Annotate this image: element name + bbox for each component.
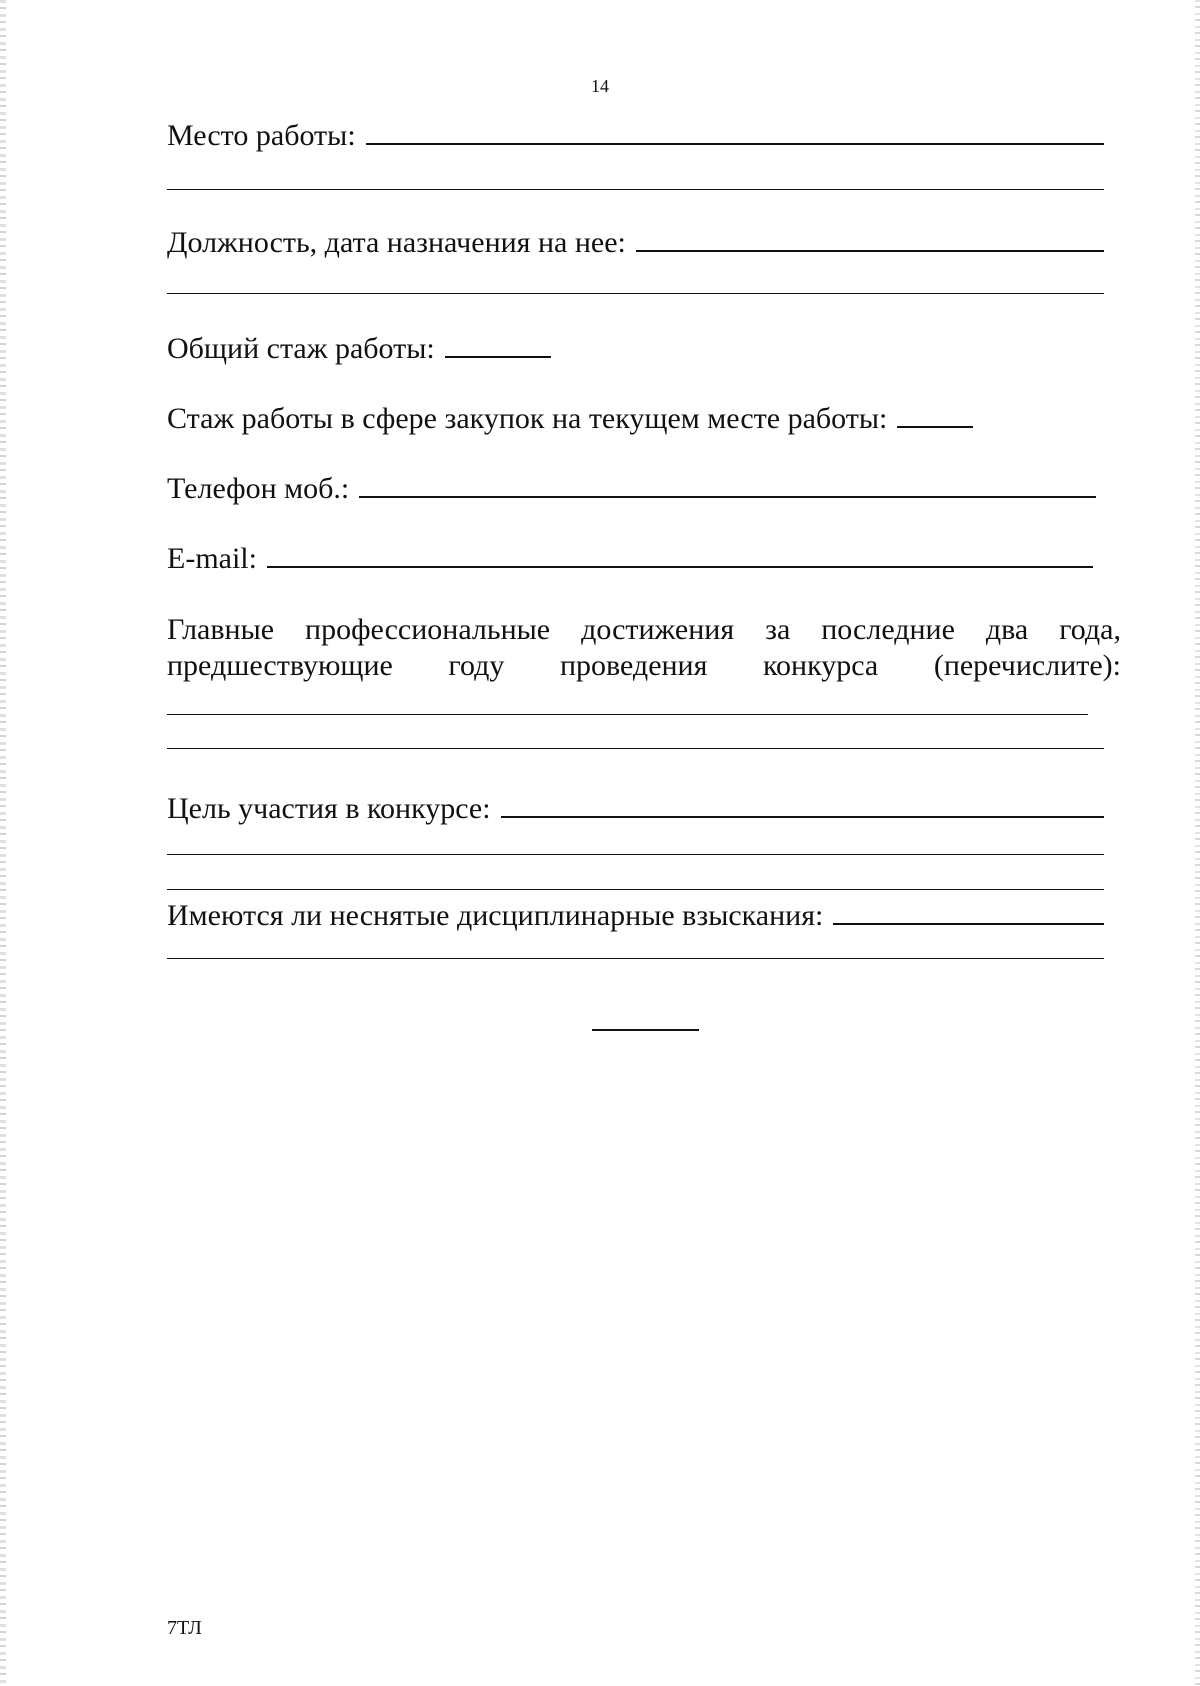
page-number: 14: [591, 76, 609, 96]
position-label: Должность, дата назначения на нее:: [167, 226, 626, 259]
total-experience-field: [167, 330, 551, 367]
procurement-experience-field: [167, 400, 973, 437]
email-field: [167, 540, 1093, 577]
total-experience-input-line[interactable]: [445, 330, 551, 358]
workplace-field: [167, 117, 1104, 154]
workplace-extra-line[interactable]: [167, 189, 1104, 190]
goal-extra-line-1[interactable]: [167, 854, 1104, 855]
scan-edge-right: [1195, 0, 1200, 1686]
mobile-phone-label: Телефон моб.:: [167, 472, 350, 505]
goal-extra-line-2[interactable]: [167, 889, 1104, 890]
email-input-line[interactable]: [267, 540, 1093, 568]
achievements-input-line-2[interactable]: [167, 748, 1104, 749]
disciplinary-extra-line[interactable]: [167, 958, 1104, 959]
end-of-form-mark: [592, 1029, 699, 1031]
email-label: E-mail:: [167, 542, 257, 575]
goal-field: [167, 790, 1104, 827]
goal-label: Цель участия в конкурсе:: [167, 792, 491, 825]
goal-input-line[interactable]: [501, 790, 1104, 818]
achievements-line-1: Главные профессиональные достижения за последние два года,: [167, 613, 1121, 646]
total-experience-label: Общий стаж работы:: [167, 332, 435, 365]
scan-edge-left: [0, 0, 6, 1686]
workplace-input-line[interactable]: [366, 117, 1104, 145]
procurement-experience-label: Стаж работы в сфере закупок на текущем месте работы:: [167, 402, 888, 435]
procurement-experience-input-line[interactable]: [897, 400, 973, 428]
mobile-phone-input-line[interactable]: [359, 470, 1096, 498]
position-field: [167, 224, 1104, 261]
document-code: 7ТЛ: [167, 1617, 202, 1639]
disciplinary-field: [167, 897, 1104, 934]
achievements-line-2: предшествующие году проведения конкурса (перечислите):: [167, 649, 1121, 682]
disciplinary-label: Имеются ли неснятые дисциплинарные взыскания:: [167, 899, 824, 932]
achievements-input-line-1[interactable]: [167, 714, 1088, 715]
workplace-label: Место работы:: [167, 119, 356, 152]
position-input-line[interactable]: [636, 224, 1104, 252]
position-extra-line[interactable]: [167, 293, 1104, 294]
mobile-phone-field: [167, 470, 1096, 507]
disciplinary-input-line[interactable]: [833, 897, 1104, 925]
